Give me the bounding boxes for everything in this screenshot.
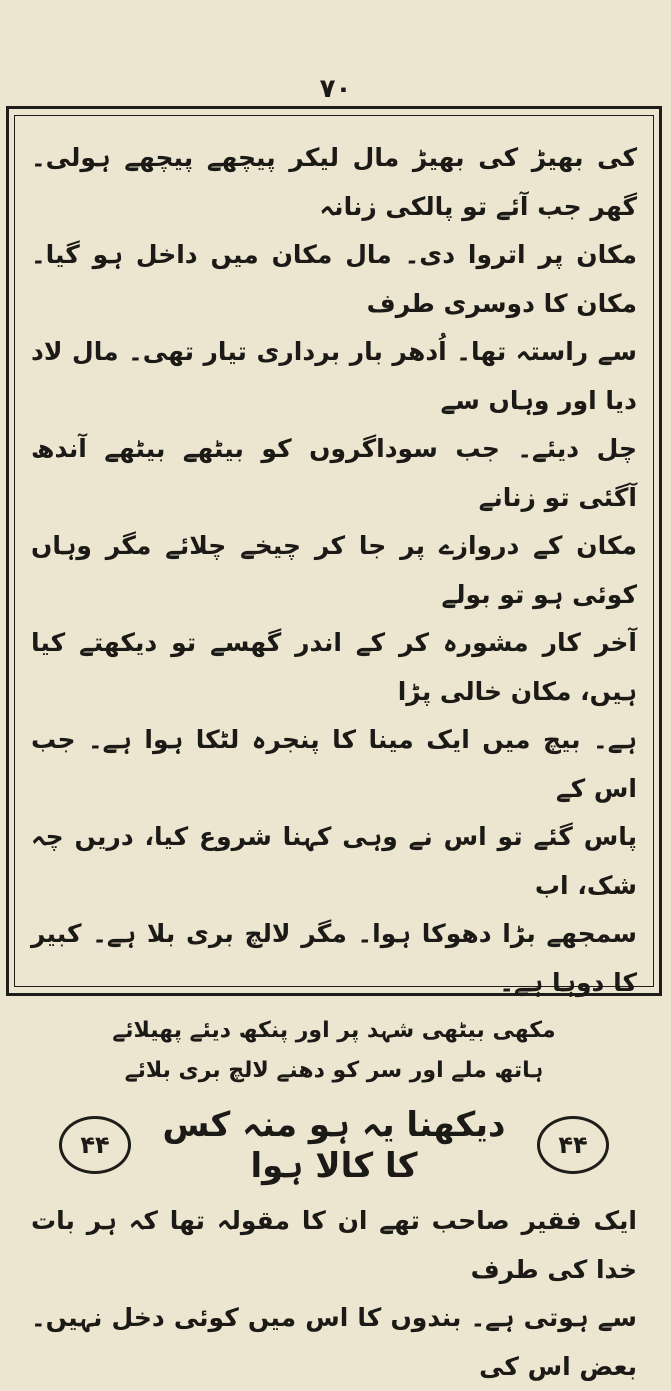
story-paragraph <box>31 1197 637 1391</box>
story-paragraph <box>31 134 637 1007</box>
text-line: سے ہوتی ہے۔ بندوں کا اس میں کوئی دخل نہیں۔ بعض اس کی <box>31 1303 637 1381</box>
text-line: ایک فقیر صاحب تھے ان کا مقولہ تھا کہ ہر بات خدا کی طرف <box>31 1206 637 1284</box>
text-line: چل دیئے۔ جب سوداگروں کو بیٹھے بیٹھے آندھ آگئی تو زنانے <box>31 434 637 512</box>
text-line: پاس گئے تو اس نے وہی کہنا شروع کیا، دریں چہ شک، اب <box>31 822 637 900</box>
text-line: مکان کے دروازے پر جا کر چیخے چلائے مگر وہاں کوئی ہو تو بولے <box>31 531 637 609</box>
text-frame <box>14 115 654 1381</box>
page-number: ۷۰ <box>319 74 352 104</box>
text-line: ہے۔ بیچ میں ایک مینا کا پنجرہ لٹکا ہوا ہے۔ جب اس کے <box>31 725 637 803</box>
story-heading <box>31 1097 637 1193</box>
text-line: سے راستہ تھا۔ اُدھر بار برداری تیار تھی۔ مال لاد دیا اور وہاں سے <box>31 337 637 415</box>
story-number-badge: ۴۴ <box>59 1116 131 1174</box>
text-line: مکان پر اتروا دی۔ مال مکان میں داخل ہو گیا۔ مکان کا دوسری طرف <box>31 240 637 318</box>
story-title: دیکھنا یہ ہو منہ کس کا کالا ہوا <box>162 1105 506 1186</box>
couplet <box>31 1011 637 1091</box>
text-line: سمجھے بڑا دھوکا ہوا۔ مگر لالچ بری بلا ہے۔ کبیر کا دوہا ہے۔ <box>31 919 637 997</box>
story-number-badge: ۴۴ <box>537 1116 609 1174</box>
text-line: آخر کار مشورہ کر کے اندر گھسے تو دیکھتے کیا ہیں، مکان خالی پڑا <box>31 628 637 706</box>
verse-line: مکھی بیٹھی شہد پر اور پنکھ دیئے پھیلائے <box>112 1018 556 1043</box>
verse-line: ہاتھ ملے اور سر کو دھنے لالچ بری بلائے <box>124 1058 544 1083</box>
text-line: کی بھیڑ کی بھیڑ مال لیکر پیچھے پیچھے ہولی۔ گھر جب آئے تو پالکی زنانہ <box>31 143 637 221</box>
